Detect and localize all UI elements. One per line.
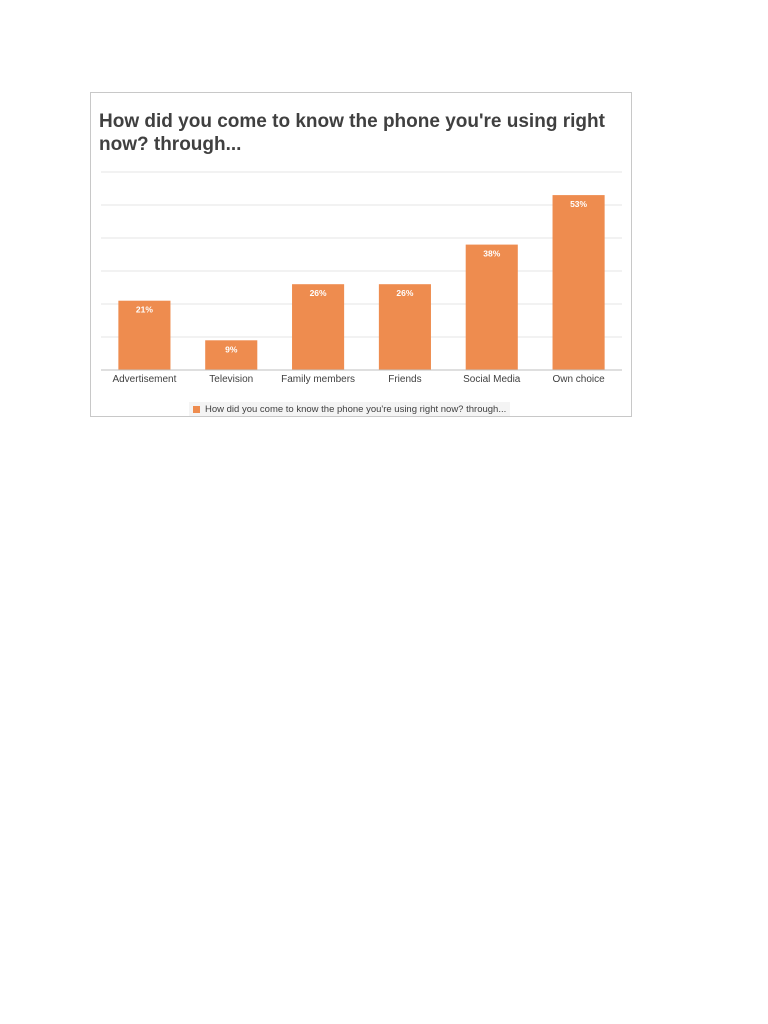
data-label: 38% <box>483 248 501 259</box>
bar-own-choice <box>553 195 605 370</box>
data-label: 21% <box>135 304 153 315</box>
data-label: 26% <box>396 288 414 299</box>
bar-chart-plot <box>91 93 631 393</box>
data-label: 53% <box>570 199 588 210</box>
chart-legend <box>189 402 510 416</box>
data-label: 26% <box>309 288 327 299</box>
legend-label: How did you come to know the phone you're using right now? through... <box>205 403 507 415</box>
legend-swatch <box>193 406 200 413</box>
chart-title: How did you come to know the phone you're using right now? through... <box>99 111 605 155</box>
x-tick-label: Advertisement <box>112 374 177 385</box>
x-tick-label: Family members <box>281 374 356 385</box>
x-tick-label: Social Media <box>463 374 521 385</box>
data-label: 9% <box>225 344 238 355</box>
chart-container <box>90 92 632 417</box>
x-tick-label: Own choice <box>552 374 605 385</box>
x-tick-label: Television <box>209 374 254 385</box>
x-tick-label: Friends <box>388 374 422 385</box>
bar-social-media <box>466 245 518 370</box>
